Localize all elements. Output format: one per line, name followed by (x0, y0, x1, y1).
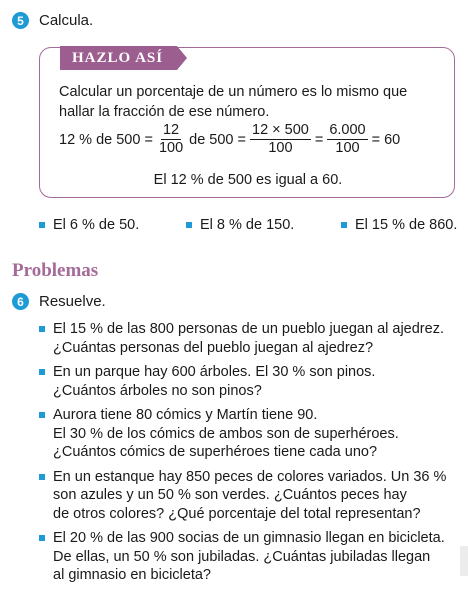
fraction-numerator: 12 × 500 (252, 122, 309, 138)
bullet-square-icon (39, 535, 45, 541)
bullet-square-icon (39, 326, 45, 332)
fraction-numerator: 12 (162, 122, 180, 138)
hazlo-asi-tag: HAZLO ASÍ (60, 46, 177, 70)
formula-mid: de 500 = (189, 131, 246, 148)
problem-line: El 15 % de las 800 personas de un pueblo juegan al ajedrez. (53, 321, 444, 337)
problem-line: De ellas, un 50 % son jubiladas. ¿Cuántas jubiladas llegan (53, 548, 431, 565)
explanation-line: Calcular un porcentaje de un número es lo mismo que (59, 84, 408, 100)
fraction-denominator: 100 (158, 140, 184, 156)
problem-item (39, 406, 459, 462)
fraction-numerator: 6.000 (329, 122, 366, 138)
problem-item (39, 320, 459, 357)
fraction-denominator: 100 (335, 140, 360, 156)
explanation-line: hallar la fracción de ese número. (59, 104, 270, 120)
problem-line: son azules y un 50 % son verdes. ¿Cuántos peces hay (53, 487, 407, 503)
problem-line: En un parque hay 600 árboles. El 30 % son pinos. (53, 364, 376, 380)
problem-line: El 30 % de los cómics de ambos son de superhéroes. (53, 425, 399, 442)
formula-lhs: 12 % de 500 = (59, 131, 153, 148)
exercise-5-item (39, 217, 139, 233)
section-title-problemas: Problemas (12, 260, 99, 281)
exercise-5-item (186, 217, 294, 233)
exercise-5-title: Calcula. (39, 12, 94, 29)
bullet-square-icon (186, 222, 192, 228)
exercise-5-item (341, 217, 457, 233)
problem-item (39, 363, 459, 400)
fraction-denominator: 100 (268, 140, 293, 156)
problem-line: ¿Cuántas personas del pueblo juegan al ajedrez? (53, 339, 374, 356)
exercise-5-item-text: El 15 % de 860. (355, 217, 458, 233)
fraction-12-100 (157, 122, 185, 157)
problem-line: Aurora tiene 80 cómics y Martín tiene 90. (53, 407, 318, 423)
bullet-square-icon (39, 412, 45, 418)
problem-line: al gimnasio en bicicleta? (53, 567, 211, 583)
bullet-square-icon (341, 222, 347, 228)
exercise-5-item-text: El 8 % de 150. (200, 217, 295, 233)
formula-equals: = (314, 131, 324, 148)
problem-line: En un estanque hay 850 peces de colores variados. Un 36 % (53, 468, 447, 485)
page-edge-decoration (460, 546, 468, 576)
problem-item (39, 529, 459, 585)
formula-result: = 60 (371, 131, 401, 148)
problem-line: ¿Cuántos cómics de superhéroes tiene cada uno? (53, 444, 378, 460)
bullet-square-icon (39, 222, 45, 228)
percentage-formula (59, 122, 449, 157)
bullet-square-icon (39, 474, 45, 480)
problem-list (39, 320, 459, 591)
exercise-6-title: Resuelve. (39, 293, 106, 310)
problem-line: ¿Cuántos árboles no son pinos? (53, 382, 262, 399)
fraction-product (250, 122, 311, 157)
box-conclusion: El 12 % de 500 es igual a 60. (153, 172, 343, 188)
problem-line: El 20 % de las 900 socias de un gimnasio llegan en bicicleta. (53, 530, 445, 546)
fraction-6000-100 (327, 122, 367, 157)
exercise-6-number-badge: 6 (12, 293, 29, 310)
box-explanation (59, 82, 439, 122)
problem-item (39, 468, 459, 524)
exercise-5-item-text: El 6 % de 50. (53, 217, 140, 233)
exercise-5-number-badge: 5 (12, 12, 29, 29)
bullet-square-icon (39, 369, 45, 375)
problem-line: de otros colores? ¿Qué porcentaje del total representan? (53, 505, 421, 522)
